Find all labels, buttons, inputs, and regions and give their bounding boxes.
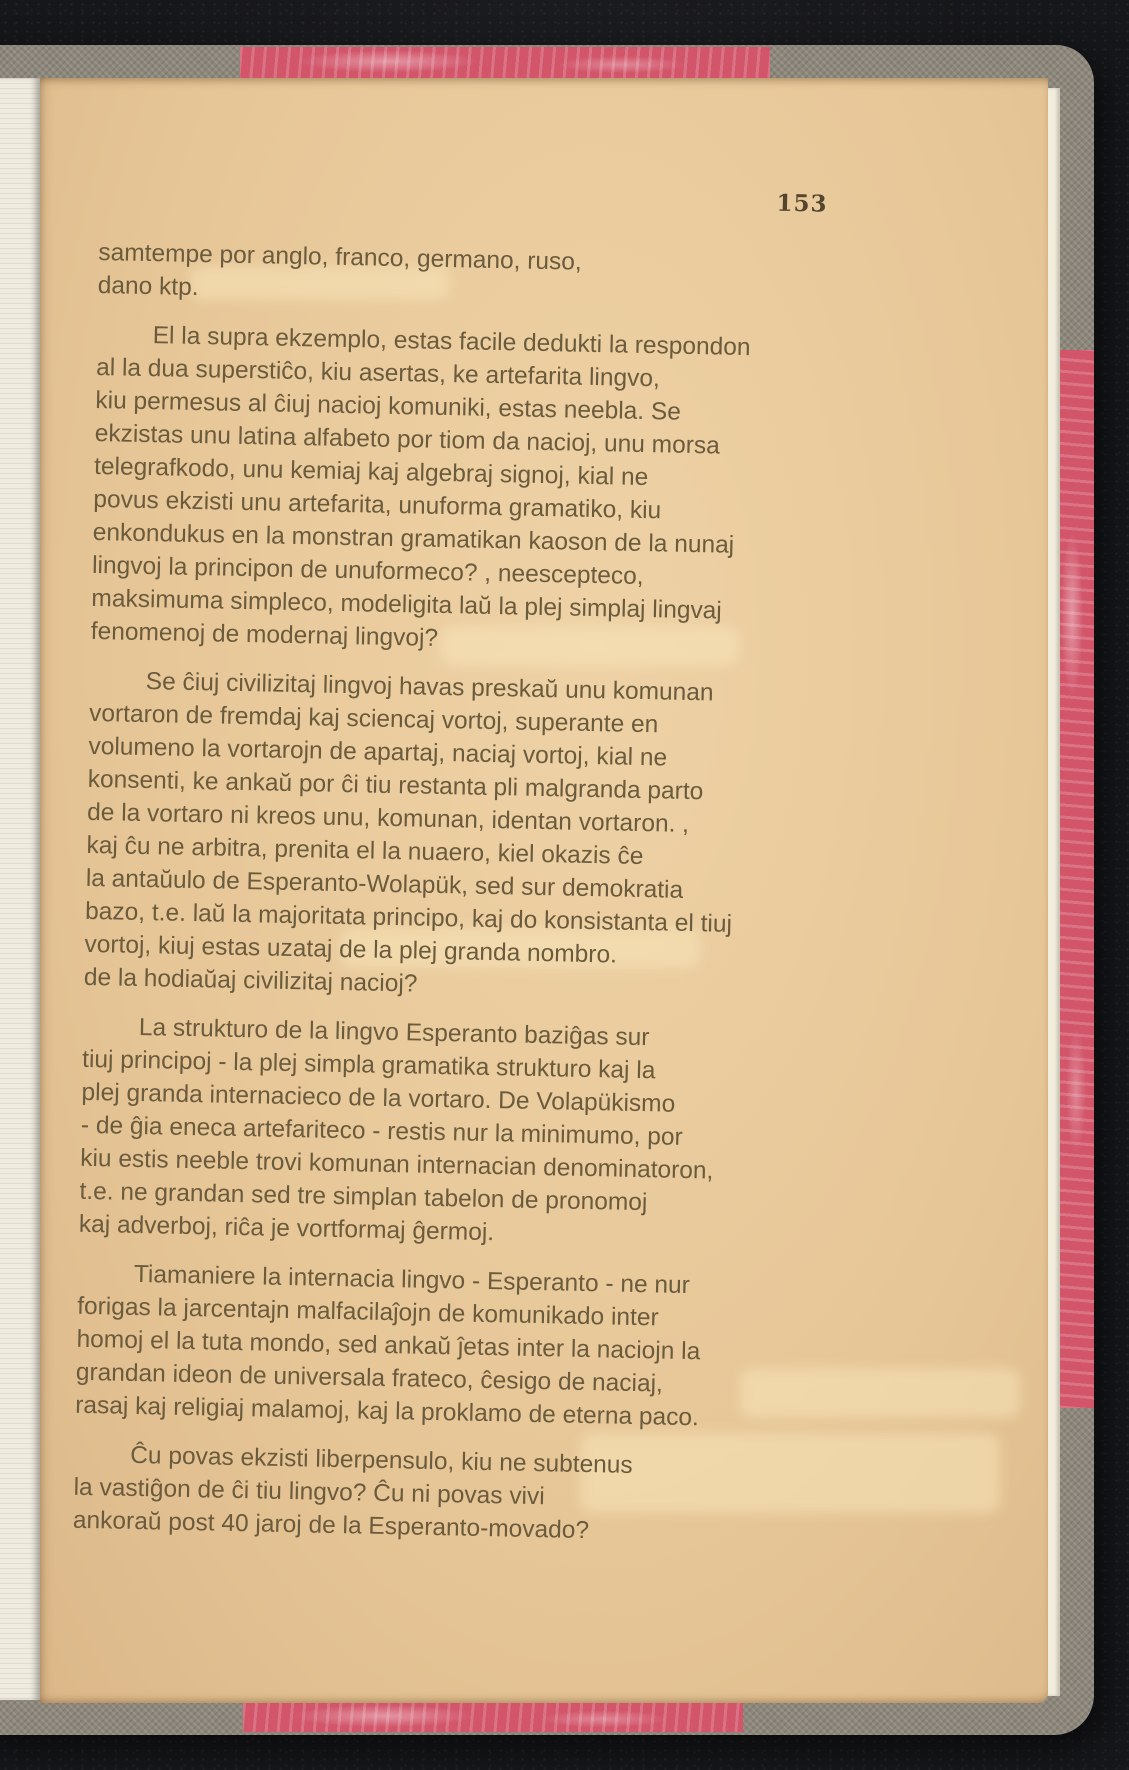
text-line: vortoj, kiuj estas uzataj de la plej granda nombro. [84, 930, 618, 969]
text-line: vortaron de fremdaj kaj sciencaj vortoj, superante en [88, 699, 659, 739]
page-text [73, 236, 859, 1552]
text-line: al la dua superstiĉo, kiu asertas, ke artefarita lingvo, [95, 353, 661, 393]
text-line: dano ktp. [97, 271, 199, 301]
text-line: tiuj principoj - la plej simpla gramatika strukturo kaj la [81, 1045, 656, 1085]
text-line: El la supra ekzemplo, estas facile dedukti la respondon [152, 322, 751, 362]
text-line: la antaŭulo de Esperanto-Wolapük, sed sur demokratia [85, 864, 684, 904]
text-line: bazo, t.e. laŭ la majoritata principo, kaj do konsistanta el tiuj [84, 897, 733, 938]
text-line: kiu estis neeble trovi komunan internacian denominatoron, [79, 1144, 714, 1185]
text-line: la vastiĝon de ĉi tiu lingvo? Ĉu ni povas vivi [73, 1473, 545, 1511]
book-page [40, 78, 1048, 1703]
page-edges-stack [0, 78, 40, 1700]
text-line: grandan ideon de universala frateco, ĉesigo de naciaj, [75, 1358, 664, 1398]
text-line: t.e. ne grandan sed tre simplan tabelon de pronomoj [79, 1177, 648, 1217]
text-line: de la hodiaŭaj civilizitaj nacioj? [83, 963, 418, 998]
text-line: La strukturo de la lingvo Esperanto baziĝas sur [138, 1013, 650, 1052]
text-line: ankoraŭ post 40 jaroj de la Esperanto-movado? [72, 1506, 590, 1545]
text-line: maksimuma simpleco, modeligita laŭ la plej simplaj lingvaj [91, 584, 723, 625]
text-line: kiu permesus al ĉiuj nacioj komuniki, estas neebla. Se [95, 386, 682, 426]
text-line: forigas la jarcentajn malfacilaĵojn de komunikado inter [76, 1292, 659, 1332]
text-line: kaj adverboj, riĉa je vortformaj ĝermoj. [78, 1210, 495, 1247]
text-line: enkondukus en la monstran gramatikan kaoson de la nunaj [92, 518, 735, 559]
text-line: plej granda internacieco de la vortaro. De Volapükismo [81, 1078, 676, 1118]
text-line: povus ekzisti unu artefarita, unuforma gramatiko, kiu [93, 485, 662, 525]
page-content [72, 173, 860, 1568]
text-line: rasaj kaj religiaj malamoj, kaj la proklamo de eterna paco. [74, 1391, 700, 1432]
page-number: 153 [776, 189, 828, 218]
text-line: homoj el la tuta mondo, sed ankaŭ ĵetas inter la naciojn la [76, 1325, 701, 1366]
text-line: - de ĝia eneca artefariteco - restis nur la minimumo, por [80, 1111, 683, 1151]
text-line: de la vortaro ni kreos unu, komunan, identan vortaron. , [86, 798, 690, 838]
text-line: fenomenoj de modernaj lingvoj? [90, 617, 439, 652]
text-line: telegrafkodo, unu kemiaj kaj algebraj signoj, kial ne [93, 452, 649, 492]
text-line: kaj ĉu ne arbitra, prenita el la nuaero, kiel okazis ĉe [86, 831, 644, 871]
marbled-paper-top-strip [240, 47, 770, 79]
paragraph [90, 318, 856, 663]
marbled-paper-right-strip [1054, 350, 1094, 1408]
paragraph [73, 1438, 835, 1552]
text-line: Se ĉiuj civilizitaj lingvoj havas preskaŭ unu komunan [145, 668, 714, 707]
paragraph [97, 236, 858, 317]
text-line: ekzistas unu latina alfabeto por tiom da nacioj, unu morsa [94, 419, 721, 460]
text-line: Ĉu povas ekzisti liberpensulo, kiu ne subtenus [129, 1441, 633, 1479]
paragraph [79, 1010, 843, 1256]
text-line: volumeno la vortarojn de apartaj, naciaj vortoj, kial ne [88, 732, 668, 772]
facing-page-edge [1046, 88, 1060, 1696]
marbled-paper-bottom-strip [243, 1703, 743, 1732]
paragraph [75, 1257, 838, 1437]
text-line: konsenti, ke ankaŭ por ĉi tiu restanta pli malgranda parto [87, 765, 704, 806]
text-line: Tiamaniere la internacia lingvo - Esperanto - ne nur [133, 1260, 691, 1300]
paragraph [84, 664, 850, 1009]
text-line: samtempe por anglo, franco, germano, ruso, [98, 238, 583, 276]
text-line: lingvoj la principon de unuformeco? , neescepteco, [91, 551, 644, 590]
